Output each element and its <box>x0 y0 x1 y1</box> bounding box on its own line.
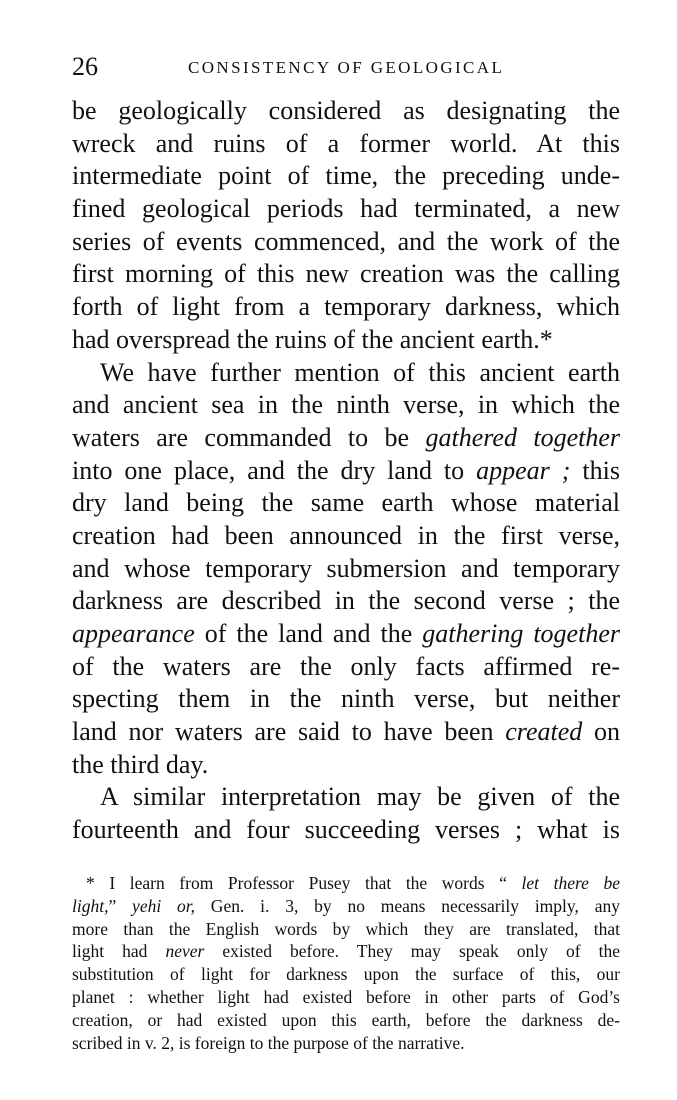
text-segment: ” <box>108 895 133 916</box>
text-segment: first morning of this new creation was the calling <box>72 259 620 289</box>
text-segment: on <box>582 717 620 747</box>
text-segment: * I learn from Professor Pusey that the words “ <box>86 873 522 893</box>
text-segment: scribed in v. 2, is foreign to the purpose of the narrative. <box>72 1032 465 1053</box>
text-line <box>72 95 620 128</box>
text-segment: light had <box>72 941 166 962</box>
text-line <box>72 749 620 782</box>
text-segment: planet : whether light had existed before in other parts of God’s <box>72 986 620 1007</box>
running-title: CONSISTENCY OF GEOLOGICAL <box>188 58 505 77</box>
text-line <box>72 455 620 488</box>
text-line <box>72 357 620 390</box>
text-segment: the third day. <box>72 749 209 779</box>
text-segment: Gen. i. 3, by no means necessarily imply, any <box>195 895 620 916</box>
text-segment: of the land and the <box>194 619 423 648</box>
italic-text: let there be <box>521 873 620 893</box>
footnote-line <box>72 918 620 941</box>
text-segment: had overspread the ruins of the ancient earth.* <box>72 324 553 354</box>
text-line <box>72 716 620 749</box>
italic-text: gathering together <box>422 619 620 648</box>
text-line <box>72 553 620 586</box>
text-segment: dry land being the same earth whose material <box>72 488 620 518</box>
footnote-line <box>72 895 620 918</box>
italic-text: yehi or, <box>132 895 195 916</box>
italic-text: created <box>505 717 583 747</box>
body-text <box>72 95 620 847</box>
text-segment: We have further mention of this ancient earth <box>100 357 620 387</box>
footnote <box>72 872 620 1054</box>
text-line <box>72 781 620 814</box>
text-line <box>72 324 620 357</box>
text-segment: and whose temporary submersion and temporary <box>72 553 620 583</box>
text-line <box>72 389 620 422</box>
text-segment: intermediate point of time, the preceding unde- <box>72 161 620 191</box>
text-line <box>72 128 620 161</box>
text-segment: darkness are described in the second verse ; the <box>72 586 620 616</box>
text-line <box>72 585 620 618</box>
text-line <box>72 160 620 193</box>
text-segment: specting them in the ninth verse, but neither <box>72 684 620 714</box>
text-segment: series of events commenced, and the work of the <box>72 226 620 256</box>
italic-text: appear ; <box>476 455 571 485</box>
text-segment: and ancient sea in the ninth verse, in which the <box>72 390 620 420</box>
text-segment: more than the English words by which they are translated, that <box>72 918 620 939</box>
italic-text: appearance <box>72 619 195 648</box>
text-segment: creation had been announced in the first verse, <box>72 520 620 550</box>
text-segment: of the waters are the only facts affirmed re- <box>72 651 620 681</box>
running-head <box>72 52 620 82</box>
text-segment: wreck and ruins of a former world. At this <box>72 128 620 158</box>
footnote-line <box>72 963 620 986</box>
footnote-line <box>72 1009 620 1032</box>
text-segment: existed before. They may speak only of the <box>204 941 620 962</box>
text-segment: forth of light from a temporary darkness, which <box>72 292 620 322</box>
footnote-line <box>72 940 620 963</box>
footnote-line <box>72 872 620 895</box>
text-line <box>72 618 620 651</box>
text-segment: fined geological periods had terminated, a new <box>72 194 620 224</box>
text-line <box>72 651 620 684</box>
text-line <box>72 291 620 324</box>
text-line <box>72 193 620 226</box>
text-segment: fourteenth and four succeeding verses ; what is <box>72 815 620 845</box>
text-segment: substitution of light for darkness upon the surface of this, our <box>72 964 620 985</box>
text-line <box>72 422 620 455</box>
footnote-line <box>72 986 620 1009</box>
text-segment: land nor waters are said to have been <box>72 717 506 747</box>
text-segment: into one place, and the dry land to <box>72 455 477 485</box>
page-number: 26 <box>72 52 98 81</box>
text-segment: A similar interpretation may be given of the <box>100 782 620 812</box>
italic-text: gathered together <box>425 422 620 452</box>
italic-text: never <box>165 941 205 962</box>
footnote-line <box>72 1032 620 1055</box>
text-segment: be geologically considered as designating the <box>72 96 620 125</box>
text-line <box>72 487 620 520</box>
italic-text: light, <box>72 895 109 916</box>
text-segment: this <box>570 455 620 485</box>
text-line <box>72 258 620 291</box>
text-line <box>72 226 620 259</box>
text-segment: waters are commanded to be <box>72 422 426 452</box>
text-line <box>72 814 620 847</box>
text-line <box>72 683 620 716</box>
text-line <box>72 520 620 553</box>
text-segment: creation, or had existed upon this earth, before the darkness de- <box>72 1009 620 1030</box>
